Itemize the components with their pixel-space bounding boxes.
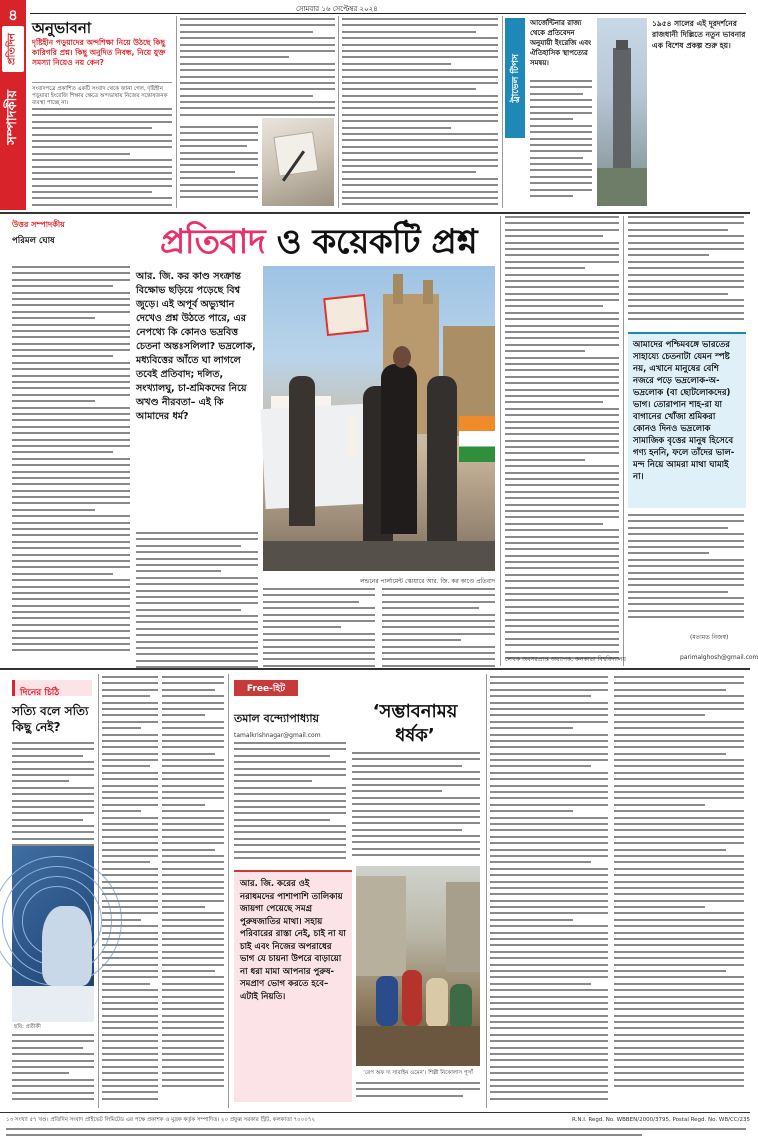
brand-name: প্রতিদিন (6, 33, 18, 65)
body-text-block (162, 676, 224, 1106)
painting-caption: ‘রেপ অফ দ্য সাবাইন ওমেন’। শিল্পী নিকোলাস পুসাঁ (363, 1070, 473, 1076)
body-text-block (342, 18, 498, 206)
feature-section-tag: উত্তর সম্পাদকীয় পরিমল ঘোষ (12, 219, 92, 248)
body-text-block (102, 676, 158, 1106)
photo-caption: লন্ডনের পার্লামেন্ট স্কোয়ারে আর. জি. কর কাণ্ডে প্রতিবাদ (360, 578, 495, 585)
freeheat-title: ‘সম্ভাবনাময় ধর্ষক’ (372, 701, 458, 746)
body-text-block (136, 532, 258, 666)
travel-text: আর্জেন্টিনার রাজ্য থেকে প্রতিবেদন অনুযায়ী ইংরেজি এবং ঐতিহাসিক স্থাপত্যের সমন্বয়। (530, 19, 592, 67)
body-text-block (12, 1034, 94, 1102)
travel-photo (597, 18, 647, 206)
painting-photo (356, 866, 480, 1066)
masthead-title: সম্পাদকীয় (5, 90, 20, 145)
body-text-block (382, 588, 495, 666)
masthead-column (0, 0, 26, 210)
body-text-block (180, 126, 258, 206)
freeheat-tag: Free-হিট (234, 680, 298, 696)
feature-highlight-box: আমাদের পশ্চিমবঙ্গে ভারতের সাহায্যে চেতনাটা যেমন স্পষ্ট নয়, এখানে মানুষের বেশি নজরে পড়ে ভদ্রলোক-অ-ভদ্রলোক (বা ছোটলোকদের) ভাগ। তোরাপান শাহ-রা যা বাগানের খোঁজা শ্রমিকরা কোনও দিনও ভদ্রলোক সামাজিক বৃত্তের মানুষ হিসেবে গণ্য হননি, ফলে তাঁদের ভাল-মন্দ নিয়ে আমরা মাথা ঘামাই না। (628, 332, 746, 508)
body-text-block (6, 1128, 746, 1144)
letters-illustration (12, 846, 94, 1022)
feature-title: প্রতিবাদ ও কয়েকটি প্রশ্ন (160, 222, 478, 262)
body-text-block (628, 514, 744, 626)
body-text-block (530, 80, 592, 206)
footer-regd: R.N.I. Regd. No. WBBEN/2000/3795, Postal Regd. No. WB/CC/235 (572, 1117, 751, 1123)
body-text-block (180, 18, 335, 123)
protest-photo (263, 266, 495, 571)
page-date: সোমবার ১৬ সেপ্টেম্বর ২০২৪ (296, 5, 378, 13)
editorial-photo (262, 118, 334, 206)
body-text-block (490, 676, 608, 1106)
freeheat-author: তমাল বন্দ্যোপাধ্যায় (234, 712, 320, 725)
body-text-block (505, 216, 619, 666)
body-text-block (352, 752, 480, 862)
letters-title: সত্যি বলে সত্যি কিছু নেই? (12, 704, 89, 734)
travel-tag: ট্রাভেল টিপস (505, 18, 525, 138)
body-text-block (12, 742, 94, 842)
body-text-block (356, 1082, 480, 1104)
editorial-title: অনুভাবনা (32, 19, 92, 37)
byline-note: লেখক অবসরপ্রাপ্ত অধ্যাপক, কলকাতা বিশ্ববিদ্যালয় (505, 656, 626, 663)
letters-tag: দিনের চিঠি (12, 680, 92, 696)
editorial-deck: দৃষ্টিহীন পড়ুয়াদের অন্দশিক্ষা নিয়ে উঠছে কিছু কারিগরি প্রশ্ন। কিছু অনুদিত নিবন্ধ, নিয়ে যুক্ত সমস্যা নিয়েও নয় কেন? (32, 38, 166, 67)
page-number: ৪ (8, 6, 18, 24)
freeheat-quote-box: আর. জি. করের ওই নরাধমদের পাশাপাশি তালিকায় জায়গা পেয়েছে সমগ্র পুরুষজাতির মাথা। সহায় পরিবারের রাস্তা নেই, চাই না যা চাই এবং নিজের অপরাধের ভাগ যে চায়না উপরে বাড়ায়ো না ধরা মামা আপনার পুরুষ-সমপ্রাণ ভোগ করতে হবে– এটাই নিয়তি। (234, 870, 352, 1102)
letters-illus-caption: ছবি: প্রতীকী (14, 1024, 41, 1030)
body-text-block (234, 742, 346, 862)
body-text-block (263, 588, 375, 666)
body-text-block (12, 266, 130, 666)
brand-logo (2, 26, 24, 72)
body-text-block (32, 108, 172, 208)
editorial-lead: সংবাদপত্রে প্রকাশিত একটি সংবাদ থেকে জানা গেল, দৃষ্টিহীন পড়ুয়ারা ইংরেজি শিক্ষার ক্ষেত্রে অন্দভাষায় নিজের সন্তোষজনক ব্যবস্থা পাচ্ছে না। (32, 86, 168, 106)
body-text-block (628, 216, 744, 328)
feature-email: parimalghosh@gmail.com (680, 654, 758, 661)
body-text-block (614, 676, 744, 1106)
footer-publisher: ১৩ সংখ্যা ৫৭ খণ্ড। প্রতিদিন সংবাদ প্রাইভেট লিমিটেড এর পক্ষে প্রকাশক ও মুদ্রক কর্তৃক সম্পাদিত। ২০ প্রফুল্ল সরকার স্ট্রিট, কলকাতা ৭০০০৭২ (6, 1117, 316, 1123)
freeheat-email: tamalkrishnagar@gmail.com (234, 732, 321, 739)
feature-continued: (মতামত নিজস্ব) (690, 634, 729, 641)
feature-author: পরিমল ঘোষ (12, 236, 55, 246)
travel-side: ১৯৫৪ সালের এই দূরদর্শনের রাজধানী দিল্লিতে নতুন ভাবনার এক বিশেষ প্রকল্প শুরু হয়। (652, 19, 746, 50)
feature-pullquote: আর. জি. কর কাণ্ড সংক্রান্ত বিক্ষোভ ছড়িয়ে পড়েছে বিশ্ব জুড়ে। এই অপূর্ব অভ্যুত্থান দেখেও প্রশ্ন উঠতে পারে, এর নেপথ্যে কি কোনও ভদ্রবিত্ত চেতনা অন্তঃসলিলা? ভদ্রলোক, মধ্যবিত্তের আঁতে ঘা লাগলে তবেই প্রতিবাদ; দলিত, সংখ্যালঘু, চা-শ্রমিকদের নিয়ে অখণ্ড নীরবতা– এই কি আমাদের ধর্ম? (136, 271, 256, 422)
